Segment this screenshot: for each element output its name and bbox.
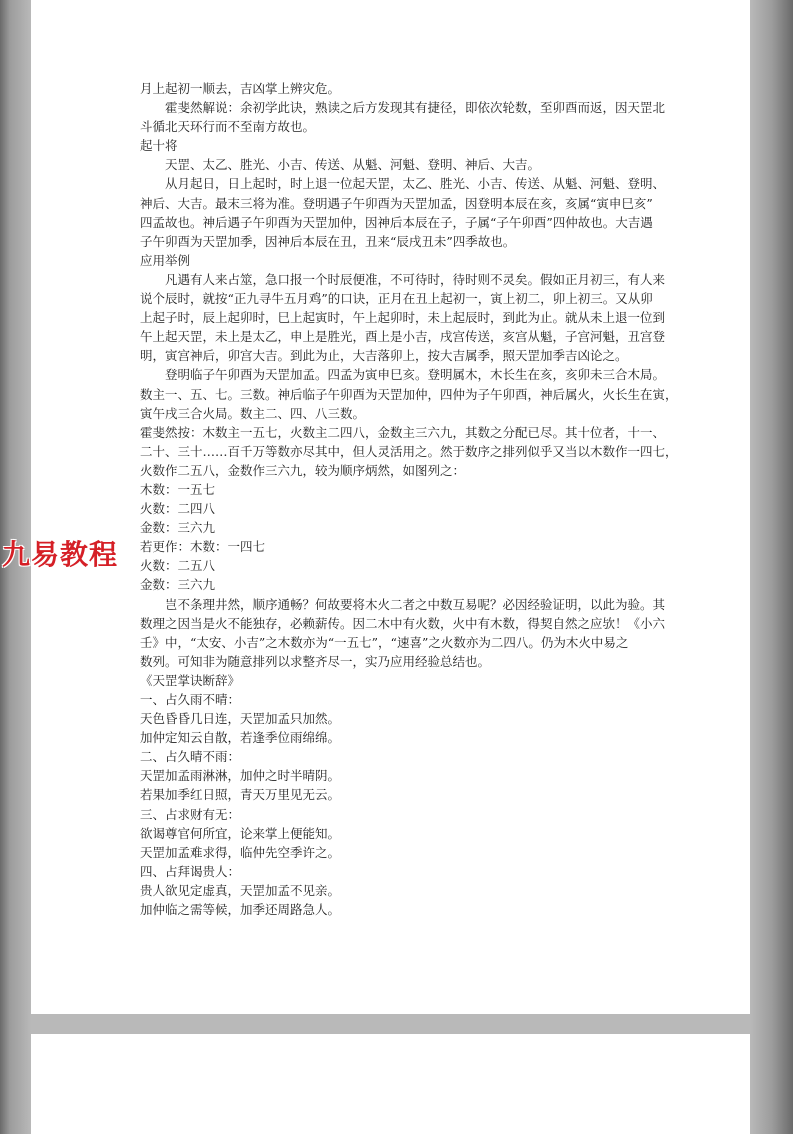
text-line: 午上起天罡，未上是太乙，申上是胜光，酉上是小吉，戌宫传送，亥宫从魁，子宫河魁，丑宫登	[140, 329, 666, 345]
text-line: 一、占久雨不晴：	[140, 692, 241, 707]
text-line: 子午卯酉为天罡加季，因神后本辰在丑，丑来“辰戌丑未”四季故也。	[140, 233, 516, 249]
text-line: 霍斐然按：木数主一五七，火数主二四八，金数主三六九，其数之分配已尽。其十位者，十一、	[140, 424, 666, 440]
text-line: 天罡加孟雨淋淋，加仲之时半晴阴。	[140, 768, 341, 784]
text-line: 神后、大吉。最末三将为准。登明遇子午卯酉为天罡加孟，因登明本辰在亥，亥属“寅申巳亥”	[140, 195, 653, 211]
text-line: 火数作二五八，金数作三六九，较为顺序炳然，如图列之：	[140, 462, 466, 478]
watermark-logo: 九易教程	[2, 538, 119, 571]
text-line: 四孟故也。神后遇子午卯酉为天罡加仲，因神后本辰在子，子属“子午卯酉”四仲故也。大吉遇	[140, 214, 653, 230]
text-line: 数理之因当是火不能独存，必赖薪传。因二木中有火数，火中有木数，得契自然之应欤！《小六	[140, 615, 666, 631]
text-line: 加仲临之需等候，加季还周路急人。	[140, 902, 341, 918]
text-line: 登明临子午卯酉为天罡加孟。四孟为寅申巳亥。登明属木，木长生在亥，亥卯未三合木局。	[165, 367, 666, 383]
text-line: 月上起初一顺去，吉凶掌上辨灾危。	[140, 81, 341, 96]
text-line: 上起子时，辰上起卯时，巳上起寅时，午上起卯时，未上起辰时，到此为止。就从未上退一位到	[140, 310, 666, 326]
text-line: 壬》中，“太安、小吉”之木数亦为“一五七”，“速喜”之火数亦为二四八。仍为木火中易之	[140, 634, 629, 650]
text-line: 木数：一五七	[140, 481, 216, 497]
document-page	[31, 0, 750, 1014]
text-line: 金数：三六九	[140, 520, 216, 536]
text-line: 斗循北天环行而不至南方故也。	[140, 119, 316, 135]
text-line: 应用举例	[140, 252, 191, 268]
text-line: 金数：三六九	[140, 577, 216, 593]
text-line: 从月起日，日上起时，时上退一位起天罡，太乙、胜光、小吉、传送、从魁、河魁、登明、	[165, 176, 666, 192]
text-line: 寅午戌三合火局。数主二、四、八三数。	[140, 405, 366, 421]
text-line: 说个辰时，就按“正九寻牛五月鸡”的口诀，正月在丑上起初一，寅上初二，卯上初三。又从卯	[140, 291, 653, 307]
text-line: 火数：二四八	[140, 501, 216, 517]
text-line: 天罡、太乙、胜光、小吉、传送、从魁、河魁、登明、神后、大吉。	[165, 157, 541, 173]
text-line: 贵人欲见定虚真，天罡加孟不见亲。	[140, 882, 341, 898]
text-line: 天色昏昏几日连，天罡加孟只加然。	[140, 711, 341, 727]
text-line: 明，寅宫神后，卯宫大吉。到此为止，大吉落卯上，按大吉属季，照天罡加季吉凶论之。	[140, 348, 628, 364]
text-line: 凡遇有人来占筮，急口报一个时辰便准，不可待时，待时则不灵矣。假如正月初三，有人来	[165, 271, 666, 287]
text-line: 欲谒尊官何所宜，论来掌上便能知。	[140, 825, 341, 841]
text-line: 四、占拜谒贵人：	[140, 863, 241, 879]
text-line: 天罡加孟难求得，临仲先空季许之。	[140, 844, 341, 860]
page-text	[140, 79, 678, 919]
text-line: 三、占求财有无：	[140, 806, 241, 822]
text-line: 数列。可知非为随意排列以求整齐尽一，实乃应用经验总结也。	[140, 653, 491, 669]
text-line: 起十将	[140, 138, 178, 154]
text-line: 若果加季红日照，青天万里见无云。	[140, 787, 341, 803]
text-line: 火数：二五八	[140, 558, 216, 574]
text-line: 岂不条理井然，顺序通畅？何故要将木火二者之中数互易呢？必因经验证明，以此为验。其	[165, 596, 666, 612]
text-line: 二、占久晴不雨：	[140, 749, 241, 765]
text-line: 霍斐然解说：余初学此诀，熟读之后方发现其有捷径，即依次轮数，至卯酉而返，因天罡北	[165, 100, 666, 116]
text-line: 二十、三十……百千万等数亦尽其中，但人灵活用之。然于数序之排列似乎又当以木数作一四七，	[140, 443, 678, 459]
next-document-page	[31, 1034, 750, 1134]
text-line: 加仲定知云自散，若逢季位雨绵绵。	[140, 730, 341, 746]
text-line: 《天罡掌诀断辞》	[140, 672, 241, 688]
text-line: 数主一、五、七。三数。神后临子午卯酉为天罡加仲，四仲为子午卯酉，神后属火，火长生在寅，	[140, 386, 678, 402]
text-line: 若更作：木数：一四七	[140, 539, 266, 555]
